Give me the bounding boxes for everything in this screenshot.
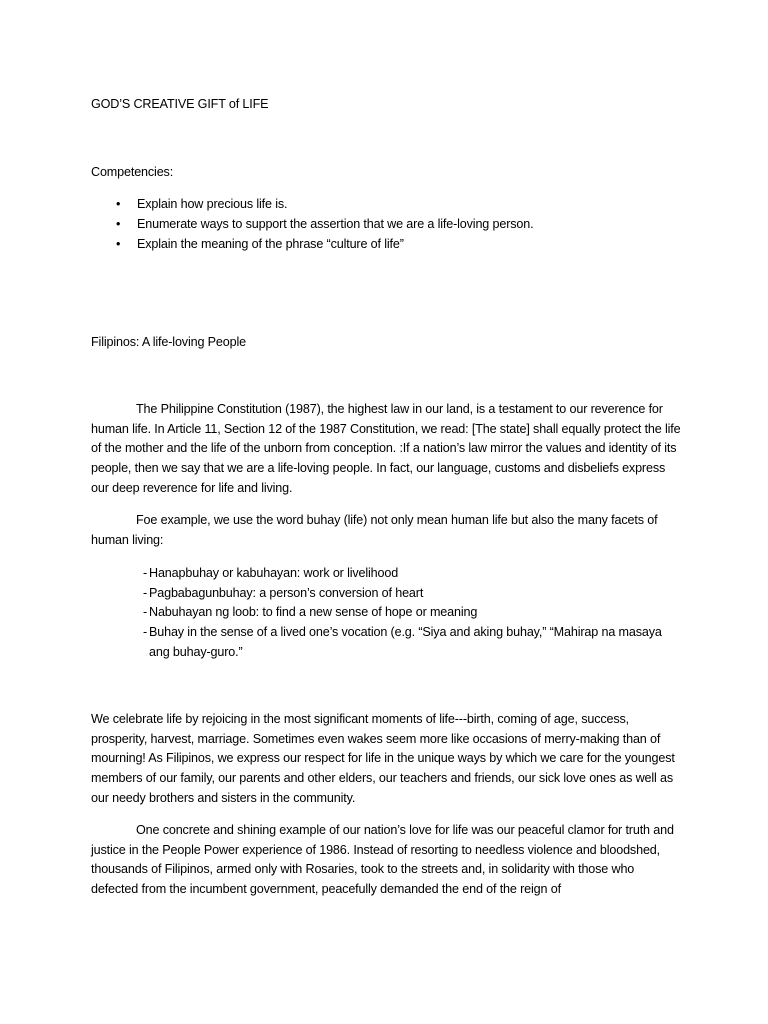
paragraph-buhay: Foe example, we use the word buhay (life) not only mean human life but also the many facets of human living: <box>91 513 658 547</box>
list-item <box>91 603 681 623</box>
list-item <box>91 623 681 662</box>
list-item-text: Buhay in the sense of a lived one’s vocation (e.g. “Siya and aking buhay,” “Mahirap na masaya ang buhay-guro.” <box>149 625 662 659</box>
paragraph-people-power: One concrete and shining example of our nation’s love for life was our peaceful clamor for truth and justice in the People Power experience of 1986. Instead of resorting to needless violence and bloodshed, thousands of Filipinos, armed only with Rosaries, took to the streets and, in solidarity with those who defected from the incumbent government, peacefully demanded the end of the reign of <box>91 823 674 897</box>
competency-text: Explain the meaning of the phrase “culture of life” <box>137 237 404 251</box>
list-item-text: Nabuhayan ng loob: to find a new sense of hope or meaning <box>149 605 478 620</box>
competencies-list <box>91 194 681 254</box>
competency-item <box>91 234 681 254</box>
section-heading: Filipinos: A life-loving People <box>91 335 246 349</box>
bullet-icon: • <box>116 237 121 251</box>
bullet-icon: • <box>116 197 121 211</box>
list-item-text: Pagbabagunbuhay: a person’s conversion of heart <box>149 585 424 600</box>
competency-text: Enumerate ways to support the assertion that we are a life-loving person. <box>137 217 534 231</box>
dash-bullet: - <box>143 605 148 620</box>
dash-bullet: - <box>143 625 148 640</box>
dash-bullet: - <box>143 585 148 600</box>
competency-item <box>91 214 681 234</box>
bullet-icon: • <box>116 217 121 231</box>
list-item-text: Hanapbuhay or kabuhayan: work or livelihood <box>149 566 399 580</box>
list-item <box>91 564 681 584</box>
list-item <box>91 584 681 604</box>
paragraph-constitution: The Philippine Constitution (1987), the highest law in our land, is a testament to our reverence for human life. In Article 11, Section 12 of the 1987 Constitution, we read: [The state] shall equally protect the life of the mother and the life of the unborn from conception. :If a nation’s law mirror the values and identity of its people, then we say that we are a life-loving people. In fact, our language, customs and disbeliefs express our deep reverence for life and living. <box>91 402 681 495</box>
competency-text: Explain how precious life is. <box>137 197 288 211</box>
competencies-heading: Competencies: <box>91 165 174 179</box>
document-title: GOD’S CREATIVE GIFT of LIFE <box>91 97 269 111</box>
paragraph-celebrate-life: We celebrate life by rejoicing in the most significant moments of life---birth, coming of age, success, prosperity, harvest, marriage. Sometimes even wakes seem more like occasions of merry-making than of mourning! As Filipinos, we express our respect for life in the unique ways by which we care for the youngest members of our family, our parents and other elders, our teachers and friends, our sick love ones as well as our needy brothers and sisters in the community. <box>91 712 675 805</box>
dash-bullet: - <box>143 566 148 580</box>
competency-item <box>91 194 681 214</box>
buhay-terms-list <box>91 564 681 663</box>
